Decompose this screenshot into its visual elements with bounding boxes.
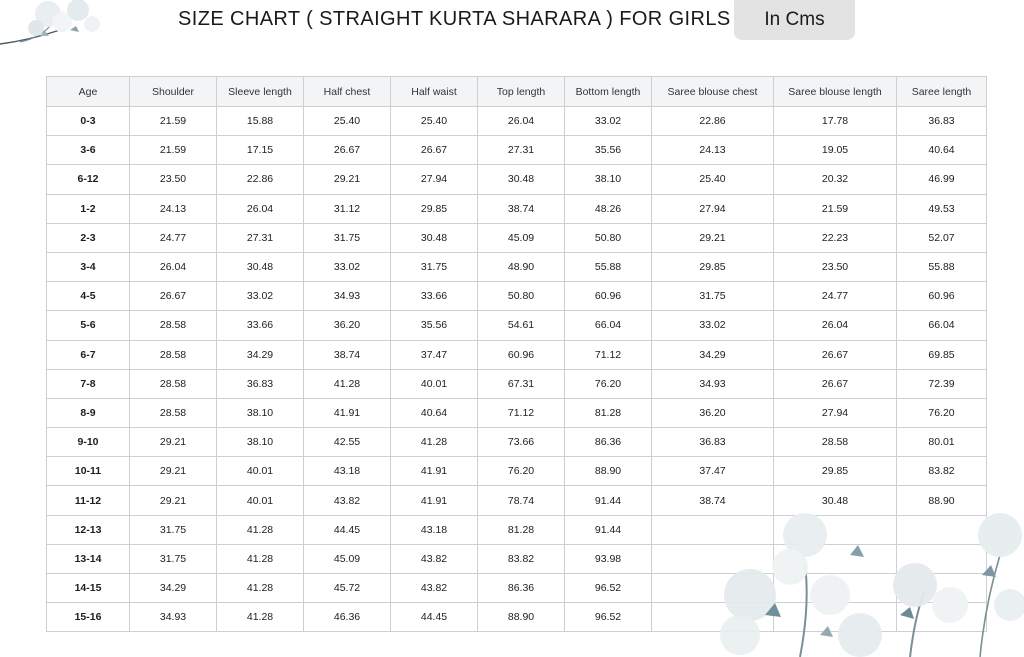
measurement-cell: 26.04 <box>217 194 304 223</box>
page-title: SIZE CHART ( STRAIGHT KURTA SHARARA ) FOR GIRLS <box>178 8 731 30</box>
measurement-cell: 66.04 <box>565 311 652 340</box>
measurement-cell: 40.01 <box>217 486 304 515</box>
measurement-cell: 29.21 <box>130 428 217 457</box>
measurement-cell: 23.50 <box>130 165 217 194</box>
table-row <box>47 282 987 311</box>
age-cell: 3-6 <box>47 136 130 165</box>
measurement-cell: 52.07 <box>897 223 987 252</box>
age-cell: 4-5 <box>47 282 130 311</box>
measurement-cell: 38.74 <box>652 486 774 515</box>
measurement-cell: 38.10 <box>217 428 304 457</box>
measurement-cell: 86.36 <box>478 574 565 603</box>
measurement-cell: 27.31 <box>217 223 304 252</box>
measurement-cell: 83.82 <box>478 544 565 573</box>
age-cell: 7-8 <box>47 369 130 398</box>
measurement-cell: 33.66 <box>391 282 478 311</box>
measurement-cell: 42.55 <box>304 428 391 457</box>
measurement-cell: 88.90 <box>478 603 565 632</box>
measurement-cell: 28.58 <box>130 311 217 340</box>
age-cell: 6-12 <box>47 165 130 194</box>
measurement-cell: 36.83 <box>652 428 774 457</box>
measurement-cell: 40.01 <box>391 369 478 398</box>
measurement-cell: 26.04 <box>774 311 897 340</box>
measurement-cell: 30.48 <box>774 486 897 515</box>
measurement-cell: 29.85 <box>774 457 897 486</box>
measurement-cell: 34.29 <box>652 340 774 369</box>
measurement-cell: 60.96 <box>478 340 565 369</box>
measurement-cell: 29.21 <box>652 223 774 252</box>
measurement-cell: 66.04 <box>897 311 987 340</box>
measurement-cell: 38.10 <box>565 165 652 194</box>
unit-badge: In Cms <box>734 0 855 40</box>
measurement-cell: 83.82 <box>897 457 987 486</box>
measurement-cell: 33.66 <box>217 311 304 340</box>
measurement-cell: 96.52 <box>565 574 652 603</box>
measurement-cell: 49.53 <box>897 194 987 223</box>
column-header: Sleeve length <box>217 77 304 107</box>
measurement-cell: 43.82 <box>304 486 391 515</box>
measurement-cell: 86.36 <box>565 428 652 457</box>
measurement-cell: 29.85 <box>391 194 478 223</box>
age-cell: 5-6 <box>47 311 130 340</box>
column-header: Saree blouse chest <box>652 77 774 107</box>
age-cell: 9-10 <box>47 428 130 457</box>
table-row <box>47 457 987 486</box>
measurement-cell: 35.56 <box>391 311 478 340</box>
measurement-cell: 76.20 <box>897 398 987 427</box>
measurement-cell: 19.05 <box>774 136 897 165</box>
table-row <box>47 165 987 194</box>
measurement-cell: 76.20 <box>478 457 565 486</box>
table-row <box>47 223 987 252</box>
measurement-cell: 31.75 <box>130 544 217 573</box>
measurement-cell: 41.28 <box>217 603 304 632</box>
age-cell: 15-16 <box>47 603 130 632</box>
table-row <box>47 107 987 136</box>
table-row <box>47 252 987 281</box>
measurement-cell: 30.48 <box>391 223 478 252</box>
measurement-cell: 41.91 <box>391 486 478 515</box>
measurement-cell: 30.48 <box>217 252 304 281</box>
measurement-cell: 24.13 <box>130 194 217 223</box>
measurement-cell: 43.18 <box>304 457 391 486</box>
measurement-cell: 26.67 <box>774 369 897 398</box>
measurement-cell: 48.26 <box>565 194 652 223</box>
measurement-cell: 81.28 <box>565 398 652 427</box>
measurement-cell: 34.93 <box>652 369 774 398</box>
measurement-cell: 41.28 <box>217 544 304 573</box>
measurement-cell: 34.93 <box>304 282 391 311</box>
measurement-cell: 55.88 <box>897 252 987 281</box>
measurement-cell: 27.94 <box>774 398 897 427</box>
measurement-cell: 50.80 <box>565 223 652 252</box>
measurement-cell: 31.75 <box>130 515 217 544</box>
measurement-cell: 96.52 <box>565 603 652 632</box>
measurement-cell: 15.88 <box>217 107 304 136</box>
measurement-cell: 35.56 <box>565 136 652 165</box>
measurement-cell: 22.86 <box>652 107 774 136</box>
table-header-row <box>47 77 987 107</box>
measurement-cell: 41.28 <box>304 369 391 398</box>
measurement-cell: 41.28 <box>217 515 304 544</box>
table-row <box>47 398 987 427</box>
measurement-cell: 72.39 <box>897 369 987 398</box>
measurement-cell: 71.12 <box>478 398 565 427</box>
measurement-cell: 54.61 <box>478 311 565 340</box>
column-header: Half chest <box>304 77 391 107</box>
age-cell: 6-7 <box>47 340 130 369</box>
measurement-cell: 45.09 <box>304 544 391 573</box>
measurement-cell: 91.44 <box>565 515 652 544</box>
table-row <box>47 369 987 398</box>
measurement-cell: 69.85 <box>897 340 987 369</box>
measurement-cell: 34.93 <box>130 603 217 632</box>
measurement-cell: 33.02 <box>652 311 774 340</box>
measurement-cell: 44.45 <box>391 603 478 632</box>
measurement-cell: 26.67 <box>304 136 391 165</box>
measurement-cell: 31.75 <box>652 282 774 311</box>
measurement-cell: 93.98 <box>565 544 652 573</box>
measurement-cell: 25.40 <box>391 107 478 136</box>
measurement-cell: 80.01 <box>897 428 987 457</box>
measurement-cell: 28.58 <box>130 369 217 398</box>
measurement-cell: 23.50 <box>774 252 897 281</box>
age-cell: 0-3 <box>47 107 130 136</box>
measurement-cell: 25.40 <box>304 107 391 136</box>
age-cell: 1-2 <box>47 194 130 223</box>
measurement-cell: 20.32 <box>774 165 897 194</box>
measurement-cell: 28.58 <box>130 340 217 369</box>
measurement-cell: 21.59 <box>774 194 897 223</box>
age-cell: 8-9 <box>47 398 130 427</box>
measurement-cell: 43.82 <box>391 574 478 603</box>
column-header: Saree blouse length <box>774 77 897 107</box>
table-row <box>47 311 987 340</box>
measurement-cell: 31.75 <box>304 223 391 252</box>
measurement-cell: 40.01 <box>217 457 304 486</box>
measurement-cell: 88.90 <box>897 486 987 515</box>
measurement-cell: 44.45 <box>304 515 391 544</box>
measurement-cell: 55.88 <box>565 252 652 281</box>
measurement-cell: 26.67 <box>130 282 217 311</box>
measurement-cell: 40.64 <box>391 398 478 427</box>
measurement-cell: 34.29 <box>130 574 217 603</box>
measurement-cell: 27.94 <box>652 194 774 223</box>
measurement-cell: 91.44 <box>565 486 652 515</box>
measurement-cell: 43.18 <box>391 515 478 544</box>
measurement-cell: 22.86 <box>217 165 304 194</box>
measurement-cell: 17.78 <box>774 107 897 136</box>
measurement-cell: 24.77 <box>774 282 897 311</box>
measurement-cell: 27.31 <box>478 136 565 165</box>
measurement-cell: 25.40 <box>652 165 774 194</box>
measurement-cell: 30.48 <box>478 165 565 194</box>
column-header: Shoulder <box>130 77 217 107</box>
column-header: Half waist <box>391 77 478 107</box>
measurement-cell: 88.90 <box>565 457 652 486</box>
measurement-cell: 36.83 <box>897 107 987 136</box>
measurement-cell: 36.20 <box>304 311 391 340</box>
measurement-cell: 24.77 <box>130 223 217 252</box>
measurement-cell: 17.15 <box>217 136 304 165</box>
measurement-cell: 45.09 <box>478 223 565 252</box>
measurement-cell: 27.94 <box>391 165 478 194</box>
measurement-cell: 31.12 <box>304 194 391 223</box>
measurement-cell: 28.58 <box>130 398 217 427</box>
measurement-cell: 41.28 <box>217 574 304 603</box>
measurement-cell: 60.96 <box>897 282 987 311</box>
measurement-cell: 33.02 <box>304 252 391 281</box>
measurement-cell: 38.10 <box>217 398 304 427</box>
age-cell: 13-14 <box>47 544 130 573</box>
measurement-cell: 78.74 <box>478 486 565 515</box>
column-header: Saree length <box>897 77 987 107</box>
measurement-cell: 26.04 <box>478 107 565 136</box>
age-cell: 11-12 <box>47 486 130 515</box>
measurement-cell: 81.28 <box>478 515 565 544</box>
measurement-cell: 36.83 <box>217 369 304 398</box>
measurement-cell: 50.80 <box>478 282 565 311</box>
measurement-cell: 41.28 <box>391 428 478 457</box>
measurement-cell: 24.13 <box>652 136 774 165</box>
measurement-cell: 21.59 <box>130 136 217 165</box>
measurement-cell: 71.12 <box>565 340 652 369</box>
measurement-cell: 26.04 <box>130 252 217 281</box>
measurement-cell: 60.96 <box>565 282 652 311</box>
column-header: Age <box>47 77 130 107</box>
column-header: Bottom length <box>565 77 652 107</box>
table-row <box>47 136 987 165</box>
measurement-cell: 29.21 <box>304 165 391 194</box>
measurement-cell: 31.75 <box>391 252 478 281</box>
measurement-cell: 38.74 <box>478 194 565 223</box>
measurement-cell: 37.47 <box>652 457 774 486</box>
flower-decoration-top-left <box>0 0 120 50</box>
measurement-cell: 22.23 <box>774 223 897 252</box>
measurement-cell: 38.74 <box>304 340 391 369</box>
measurement-cell: 45.72 <box>304 574 391 603</box>
age-cell: 14-15 <box>47 574 130 603</box>
measurement-cell: 33.02 <box>217 282 304 311</box>
measurement-cell: 73.66 <box>478 428 565 457</box>
flower-decoration-bottom-right <box>710 495 1024 657</box>
measurement-cell: 36.20 <box>652 398 774 427</box>
age-cell: 12-13 <box>47 515 130 544</box>
measurement-cell: 26.67 <box>774 340 897 369</box>
measurement-cell: 21.59 <box>130 107 217 136</box>
measurement-cell: 76.20 <box>565 369 652 398</box>
measurement-cell: 34.29 <box>217 340 304 369</box>
measurement-cell: 29.21 <box>130 486 217 515</box>
measurement-cell: 43.82 <box>391 544 478 573</box>
age-cell: 2-3 <box>47 223 130 252</box>
measurement-cell: 28.58 <box>774 428 897 457</box>
column-header: Top length <box>478 77 565 107</box>
age-cell: 3-4 <box>47 252 130 281</box>
measurement-cell: 29.21 <box>130 457 217 486</box>
measurement-cell: 41.91 <box>304 398 391 427</box>
measurement-cell: 40.64 <box>897 136 987 165</box>
measurement-cell: 33.02 <box>565 107 652 136</box>
table-row <box>47 194 987 223</box>
table-row <box>47 340 987 369</box>
measurement-cell: 67.31 <box>478 369 565 398</box>
measurement-cell: 41.91 <box>391 457 478 486</box>
measurement-cell: 46.36 <box>304 603 391 632</box>
table-row <box>47 428 987 457</box>
measurement-cell: 46.99 <box>897 165 987 194</box>
measurement-cell: 48.90 <box>478 252 565 281</box>
measurement-cell: 29.85 <box>652 252 774 281</box>
measurement-cell: 26.67 <box>391 136 478 165</box>
measurement-cell: 37.47 <box>391 340 478 369</box>
age-cell: 10-11 <box>47 457 130 486</box>
